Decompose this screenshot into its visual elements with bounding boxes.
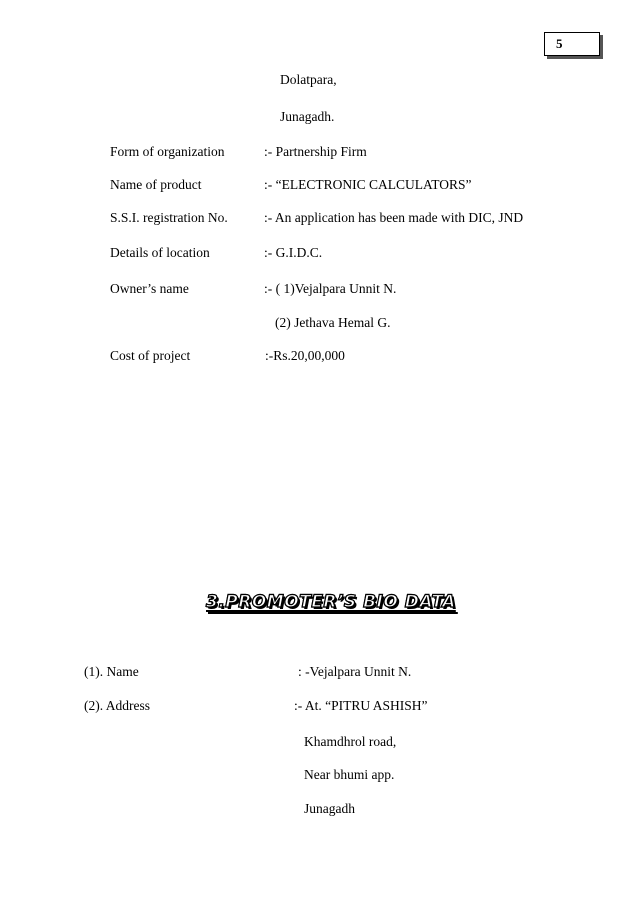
section-heading: 3.PROMOTER’S BIO DATA — [206, 592, 456, 612]
bio-name-label: (1). Name — [84, 664, 139, 679]
owners-name-value: :- ( 1)Vejalpara Unnit N. — [264, 281, 397, 296]
details-of-location-value: :- G.I.D.C. — [264, 245, 323, 260]
details-of-location-label: Details of location — [110, 245, 210, 260]
address-line-1: Dolatpara, — [280, 72, 337, 87]
name-of-product-label: Name of product — [110, 177, 202, 192]
bio-name-value: : -Vejalpara Unnit N. — [298, 664, 412, 679]
owners-name-label: Owner’s name — [110, 281, 189, 296]
cost-of-project-label: Cost of project — [110, 348, 191, 363]
form-of-organization-label: Form of organization — [110, 144, 225, 159]
bio-address-value: :- At. “PITRU ASHISH” — [294, 698, 428, 713]
form-of-organization-value: :- Partnership Firm — [264, 144, 367, 159]
bio-address-label: (2). Address — [84, 698, 150, 713]
bio-address-line-1: Khamdhrol road, — [304, 734, 397, 749]
page-number: 5 — [544, 32, 600, 56]
name-of-product-value: :- “ELECTRONIC CALCULATORS” — [264, 177, 472, 192]
bio-address-line-2: Near bhumi app. — [304, 767, 395, 782]
ssi-registration-label: S.S.I. registration No. — [110, 210, 228, 225]
cost-of-project-value: :-Rs.20,00,000 — [265, 348, 345, 363]
ssi-registration-value: :- An application has been made with DIC, JND — [264, 210, 524, 225]
owners-name-value-2: (2) Jethava Hemal G. — [275, 315, 391, 330]
bio-address-line-3: Junagadh — [304, 801, 355, 816]
address-line-2: Junagadh. — [280, 109, 335, 124]
